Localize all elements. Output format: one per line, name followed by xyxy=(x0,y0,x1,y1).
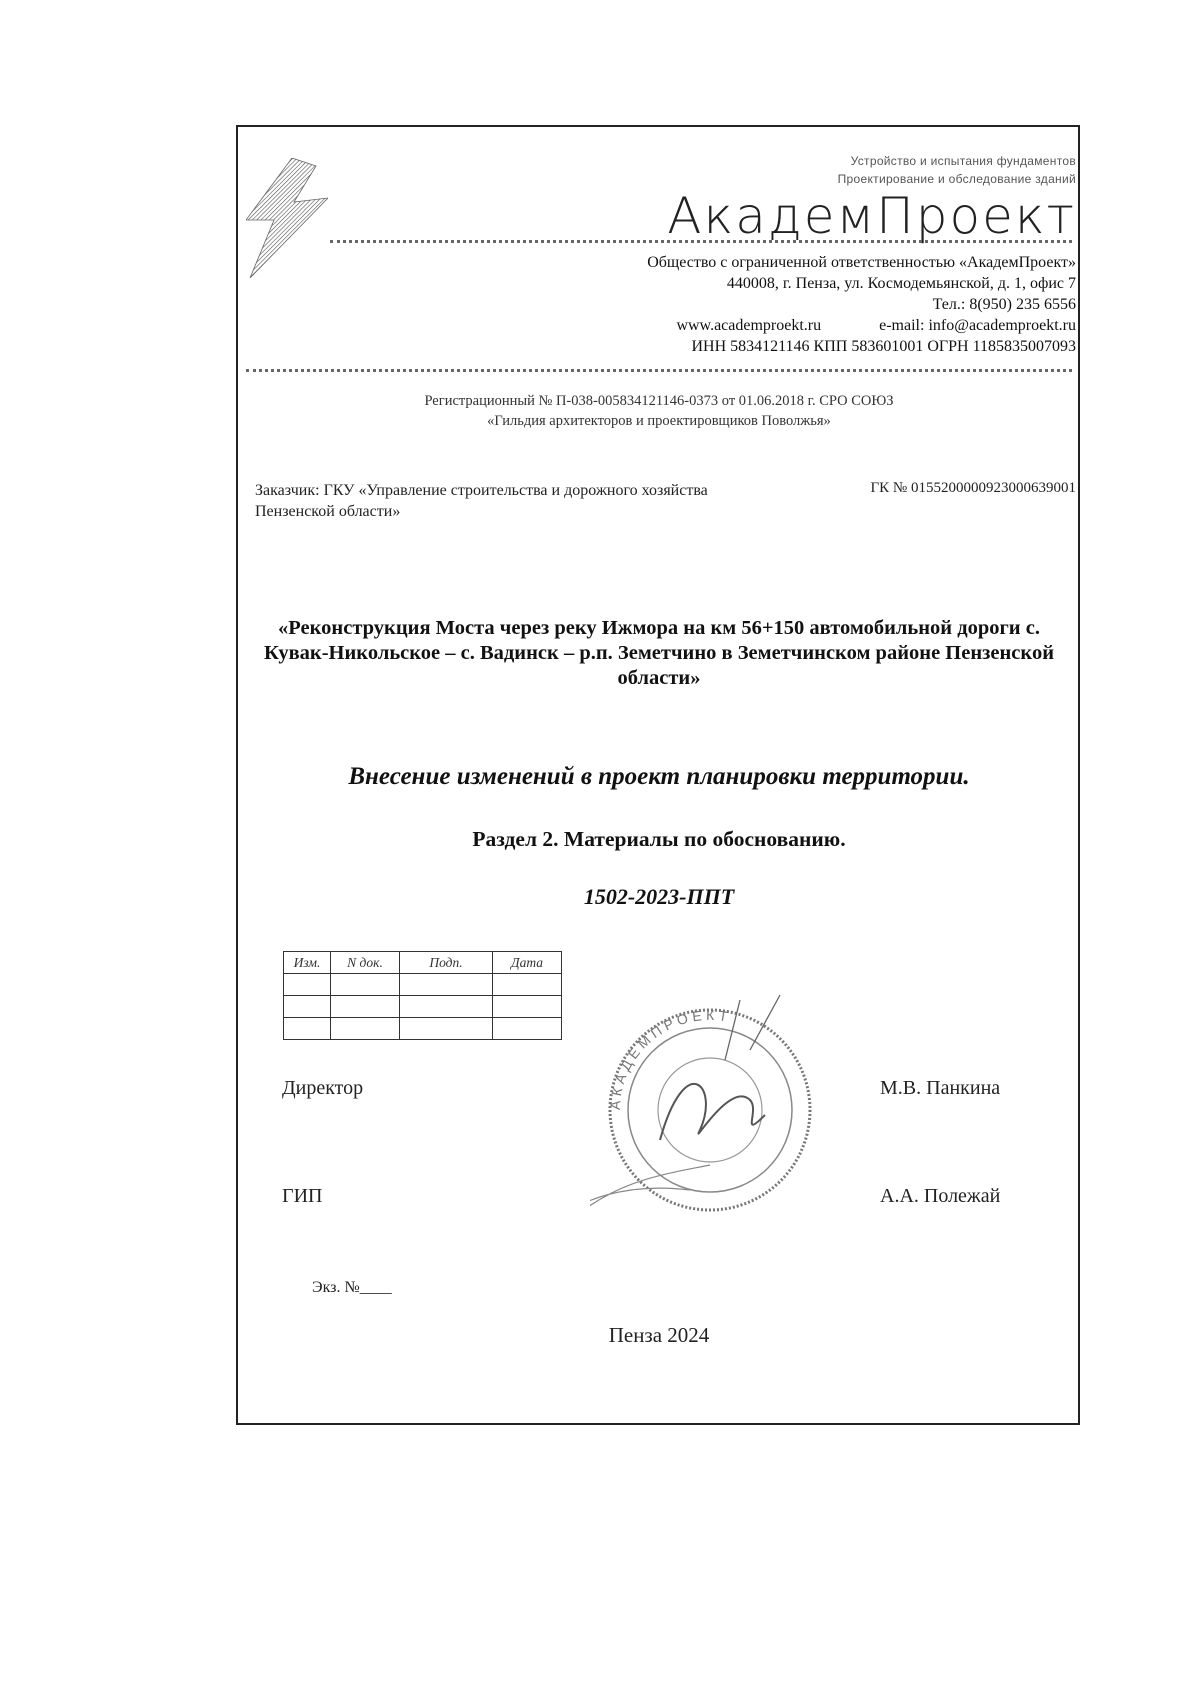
document-subtitle: Внесение изменений в проект планировки территории. xyxy=(348,763,970,790)
table-cell xyxy=(284,1018,331,1040)
table-row xyxy=(284,974,562,996)
director-name: М.В. Панкина xyxy=(880,1077,1001,1099)
registration-line-1: Регистрационный № П-038-005834121146-0373 от 01.06.2018 г. СРО СОЮЗ xyxy=(424,393,894,409)
company-requisites: ИНН 5834121146 КПП 583601001 ОГРН 1185835007093 xyxy=(691,338,1076,355)
table-cell xyxy=(331,974,400,996)
table-cell xyxy=(284,996,331,1018)
copy-blank: ____ xyxy=(359,1279,392,1296)
brand-name: АкадемПроект xyxy=(667,187,1076,245)
rev-header-change: Изм. xyxy=(284,952,331,974)
table-cell xyxy=(400,974,493,996)
revision-table-header xyxy=(284,952,562,974)
document-section: Раздел 2. Материалы по обоснованию. xyxy=(472,827,846,851)
tagline-design: Проектирование и обследование зданий xyxy=(837,172,1076,186)
contacts-row xyxy=(647,315,1076,336)
company-stamp xyxy=(590,990,830,1230)
table-cell xyxy=(284,974,331,996)
table-cell xyxy=(493,974,562,996)
rev-header-sign: Подп. xyxy=(400,952,493,974)
company-logo xyxy=(246,158,328,278)
document-title: «Реконструкция Моста через реку Ижмора на км 56+150 автомобильной дороги с. Кувак-Никольское – с. Вадинск – р.п. Земетчино в Земетчинском районе Пензенской области» xyxy=(263,617,1055,689)
registration-info xyxy=(246,391,1072,431)
table-cell xyxy=(331,996,400,1018)
company-details xyxy=(647,252,1076,357)
customer-text: Заказчик: ГКУ «Управление строительства и дорожного хозяйства Пензенской области» xyxy=(255,482,708,520)
gip-name: А.А. Полежай xyxy=(880,1185,1001,1207)
table-cell xyxy=(493,1018,562,1040)
table-row xyxy=(284,1018,562,1040)
rev-header-date: Дата xyxy=(493,952,562,974)
company-website[interactable]: www.academproekt.ru xyxy=(676,317,822,334)
company-name: Общество с ограниченной ответственностью «АкадемПроект» xyxy=(647,254,1076,271)
copy-number xyxy=(312,1279,392,1297)
table-cell xyxy=(331,1018,400,1040)
city-year: Пенза 2024 xyxy=(608,1323,710,1347)
section-divider xyxy=(246,369,1072,372)
tagline-foundations: Устройство и испытания фундаментов xyxy=(850,154,1076,168)
company-phone: Тел.: 8(950) 235 6556 xyxy=(932,296,1076,313)
company-email[interactable]: e-mail: info@academproekt.ru xyxy=(879,317,1076,334)
copy-label: Экз. № xyxy=(312,1279,360,1296)
signature-stroke xyxy=(660,1084,765,1140)
registration-line-2: «Гильдия архитекторов и проектировщиков Поволжья» xyxy=(487,413,831,429)
header-divider xyxy=(330,240,1072,243)
rev-header-doc: N док. xyxy=(331,952,400,974)
table-row xyxy=(284,996,562,1018)
stamp-text: АКАДЕМПРОЕКТ xyxy=(606,1006,733,1111)
table-cell xyxy=(493,996,562,1018)
gip-role: ГИП xyxy=(282,1185,323,1207)
revision-table xyxy=(283,951,562,1040)
contract-number: ГК № 0155200000923000639001 xyxy=(870,480,1076,496)
director-role: Директор xyxy=(282,1077,364,1099)
company-address: 440008, г. Пенза, ул. Космодемьянской, д. 1, офис 7 xyxy=(726,275,1076,292)
table-cell xyxy=(400,1018,493,1040)
table-cell xyxy=(400,996,493,1018)
document-code: 1502-2023-ППТ xyxy=(583,884,735,909)
